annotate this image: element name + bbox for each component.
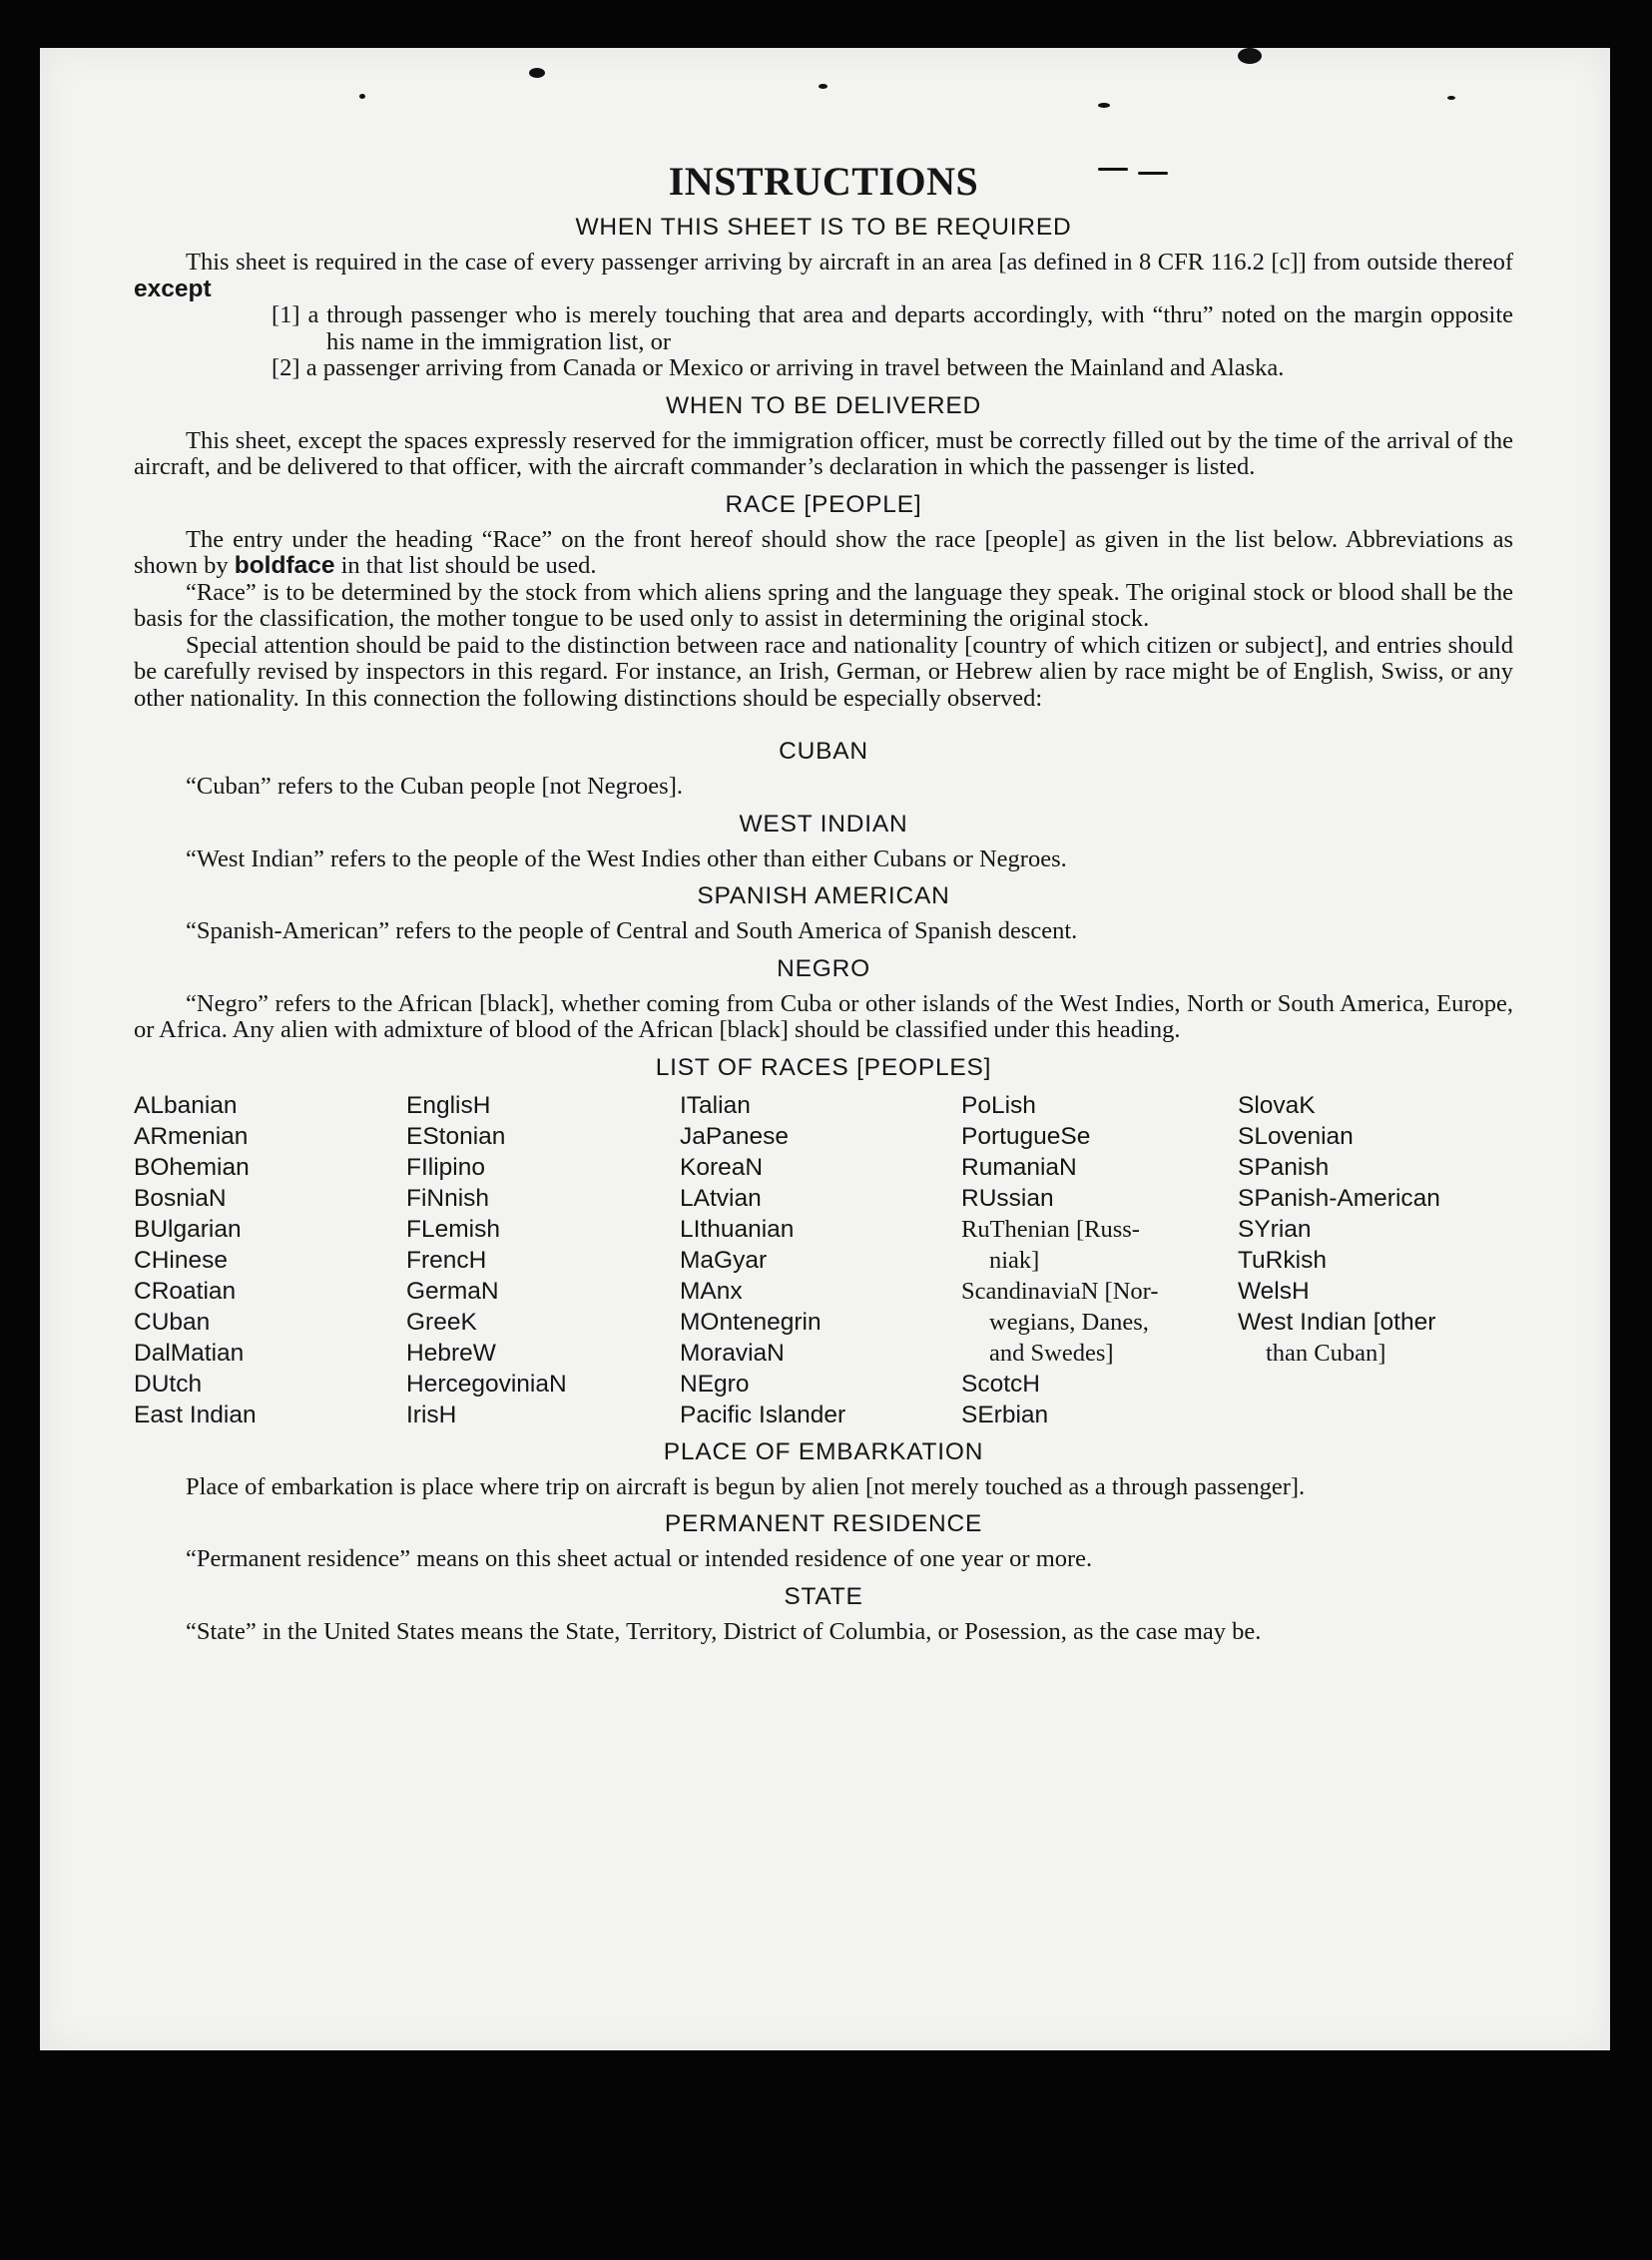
section-heading-cuban: CUBAN <box>779 738 868 765</box>
race-entry: FiNnish <box>406 1184 490 1212</box>
race-entry: EStonian <box>406 1122 506 1150</box>
document-sheet <box>40 48 1610 2050</box>
race-entry: GermaN <box>406 1277 499 1305</box>
section-heading-delivered: WHEN TO BE DELIVERED <box>666 391 981 419</box>
race-entry: MoraviaN <box>680 1339 785 1367</box>
race-entry: SlovaK <box>1238 1091 1316 1119</box>
section-heading-races-list: LIST OF RACES [PEOPLES] <box>655 1053 992 1081</box>
race-entry: GreeK <box>406 1308 477 1336</box>
negro-text: “Negro” refers to the African [black], whether coming from Cuba or other islands of the West Indies, North or South America, Europe, or Africa. Any alien with admixture of blood of the African [black] should be classified under this heading. <box>134 989 1513 1043</box>
race-entry: BUlgarian <box>134 1215 242 1243</box>
race-entry: wegians, Danes, <box>989 1308 1149 1336</box>
race-entry: BosniaN <box>134 1184 227 1212</box>
scan-speck <box>359 94 365 99</box>
section-heading-west-indian: WEST INDIAN <box>739 810 908 838</box>
race-entry: BOhemian <box>134 1153 250 1181</box>
race-entry: CHinese <box>134 1246 228 1274</box>
race-p1-boldface: boldface <box>234 552 335 579</box>
section-heading-state: STATE <box>784 1582 863 1610</box>
race-entry: TuRkish <box>1238 1246 1327 1274</box>
race-paragraph-2: “Race” is to be determined by the stock from which aliens spring and the language they speak. The original stock or blood shall be the basis for the classification, the mother tongue to be used only to assist in determining the original stock. <box>134 578 1513 632</box>
section-heading-required: WHEN THIS SHEET IS TO BE REQUIRED <box>575 214 1072 241</box>
race-entry: CUban <box>134 1308 211 1336</box>
section-heading-embarkation: PLACE OF EMBARKATION <box>663 1437 984 1465</box>
page-title: INSTRUCTIONS <box>668 159 979 204</box>
race-entry: CRoatian <box>134 1277 237 1305</box>
required-item-2: [2] a passenger arriving from Canada or Mexico or arriving in travel between the Mainland and Alaska. <box>272 354 1285 381</box>
embarkation-text: Place of embarkation is place where trip on aircraft is begun by alien [not merely touched as a through passenger]. <box>186 1472 1306 1500</box>
race-entry: DalMatian <box>134 1339 245 1367</box>
race-entry: NEgro <box>680 1370 750 1398</box>
race-entry: East Indian <box>134 1401 257 1428</box>
race-entry: niak] <box>989 1246 1040 1274</box>
race-entry: IrisH <box>406 1401 457 1428</box>
race-entry: RumaniaN <box>961 1153 1077 1181</box>
race-entry: EnglisH <box>406 1091 491 1119</box>
race-entry: RUssian <box>961 1184 1054 1212</box>
race-entry: than Cuban] <box>1266 1339 1386 1367</box>
section-heading-race: RACE [PEOPLE] <box>725 490 922 518</box>
section-heading-spanish-american: SPANISH AMERICAN <box>697 882 950 909</box>
race-entry: MaGyar <box>680 1246 768 1274</box>
race-entry: MAnx <box>680 1277 743 1305</box>
race-entry: RuThenian [Russ- <box>961 1215 1140 1243</box>
scan-speck <box>1238 48 1262 64</box>
race-entry: ScotcH <box>961 1370 1040 1398</box>
race-entry: SLovenian <box>1238 1122 1354 1150</box>
spanish-american-text: “Spanish-American” refers to the people of Central and South America of Spanish descent. <box>186 917 1078 944</box>
race-entry: ALbanian <box>134 1091 238 1119</box>
race-entry: LAtvian <box>680 1184 762 1212</box>
scan-speck <box>1447 96 1455 100</box>
race-entry <box>1238 1369 1513 1400</box>
required-intro-emphasis: except <box>134 275 212 302</box>
race-entry: HercegoviniaN <box>406 1370 567 1398</box>
required-item-1: [1] a through passenger who is merely touching that area and departs accordingly, with “thru” noted on the margin opposite his name in the immigration list, or <box>272 301 1513 355</box>
race-entry: PortugueSe <box>961 1122 1091 1150</box>
section-heading-negro: NEGRO <box>777 954 870 982</box>
race-entry: FLemish <box>406 1215 500 1243</box>
residence-text: “Permanent residence” means on this sheet actual or intended residence of one year or more. <box>186 1545 1093 1572</box>
race-entry: ScandinaviaN [Nor- <box>961 1277 1159 1305</box>
delivered-text: This sheet, except the spaces expressly reserved for the immigration officer, must be correctly filled out by the time of the arrival of the aircraft, and be delivered to that officer, with the aircraft commander’s declaration in which the passenger is listed. <box>134 426 1513 480</box>
instructions-body <box>134 160 1513 1645</box>
required-intro-text: This sheet is required in the case of every passenger arriving by aircraft in an area [as defined in 8 CFR 116.2 [c]] from outside thereof <box>186 249 1513 276</box>
race-entry: FrencH <box>406 1246 487 1274</box>
race-p1-text: The entry under the heading “Race” on the front hereof should show the race [people] as given in the list below. Abbreviations as shown by <box>134 525 1513 579</box>
scan-speck <box>529 68 545 78</box>
race-entry <box>1238 1400 1513 1430</box>
required-intro <box>134 250 1513 302</box>
race-entry: SPanish <box>1238 1153 1330 1181</box>
race-p1-text-end: in that list should be used. <box>334 552 597 579</box>
race-entry: SYrian <box>1238 1215 1312 1243</box>
race-paragraph-1 <box>134 527 1513 580</box>
race-entry: KoreaN <box>680 1153 764 1181</box>
race-entry: PoLish <box>961 1091 1036 1119</box>
race-entry: ARmenian <box>134 1122 249 1150</box>
race-entry: FIlipino <box>406 1153 485 1181</box>
race-entry: and Swedes] <box>989 1339 1114 1367</box>
cuban-text: “Cuban” refers to the Cuban people [not Negroes]. <box>186 773 683 800</box>
race-entry: LIthuanian <box>680 1215 795 1243</box>
race-entry: DUtch <box>134 1370 203 1398</box>
races-list <box>134 1090 1513 1430</box>
race-entry: JaPanese <box>680 1122 789 1150</box>
race-entry: ITalian <box>680 1091 751 1119</box>
race-entry: HebreW <box>406 1339 496 1367</box>
state-text: “State” in the United States means the State, Territory, District of Columbia, or Posession, as the case may be. <box>186 1617 1262 1645</box>
race-entry: MOntenegrin <box>680 1308 822 1336</box>
west-indian-text: “West Indian” refers to the people of the West Indies other than either Cubans or Negroes. <box>186 845 1067 872</box>
race-paragraph-3: Special attention should be paid to the distinction between race and nationality [country of which citizen or subject], and entries should be carefully revised by inspectors in this regard. For instance, an Irish, German, or Hebrew alien by race might be of English, Swiss, or any other nationality. In this connection the following distinctions should be especially observed: <box>134 631 1513 712</box>
scan-speck <box>819 84 827 89</box>
section-heading-residence: PERMANENT RESIDENCE <box>664 1510 983 1537</box>
race-entry: Pacific Islander <box>680 1401 846 1428</box>
race-entry: WelsH <box>1238 1277 1310 1305</box>
scan-speck <box>1098 103 1110 108</box>
race-entry: SErbian <box>961 1401 1049 1428</box>
race-entry: SPanish-American <box>1238 1184 1440 1212</box>
race-entry: West Indian [other <box>1238 1308 1436 1336</box>
